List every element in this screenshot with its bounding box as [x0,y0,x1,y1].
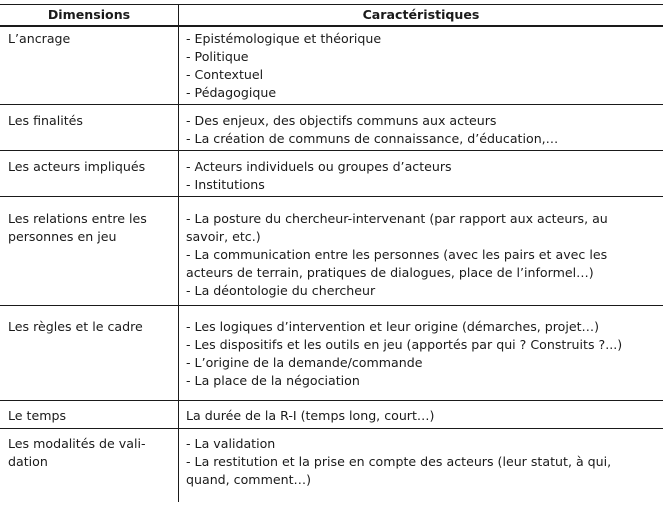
row-divider [0,400,663,401]
table-row-dimension: Les acteurs impliqués [8,159,146,174]
row-divider [0,104,663,105]
table-row-characteristics: - Acteurs individuels ou groupes d’acteurs - Institutions [186,159,452,192]
table-row-characteristics: - La validation - La restitution et la prise en compte des acteurs (leur statut, à qui, quand, comment…) [186,436,612,487]
table-row-dimension: Le temps [8,408,67,423]
header-characteristics: Caractéristiques [362,7,480,22]
header-bottom-border [0,25,663,27]
table-row-dimension: Les règles et le cadre [8,319,143,334]
header-dimensions: Dimensions [47,7,131,22]
row-divider [0,428,663,429]
table-row-characteristics: - Des enjeux, des objectifs communs aux acteurs - La création de communs de connaissance, d’éducation,… [186,113,559,146]
table-row-dimension: Les modalités de vali- dation [8,436,146,469]
table-row-characteristics: La durée de la R-I (temps long, court…) [186,408,435,423]
table-row-dimension: Les finalités [8,113,83,128]
row-divider [0,305,663,306]
column-divider [178,4,179,502]
table-row-characteristics: - Epistémologique et théorique - Politique - Contextuel - Pédagogique [186,31,382,100]
row-divider [0,150,663,151]
table-row-characteristics: - Les logiques d’intervention et leur origine (démarches, projet…) - Les dispositifs et les outils en jeu (apportés par qui ? Construits ?...) - L’origine de la demande/commande - La place de la négociation [186,319,623,388]
table-top-border [0,4,663,5]
row-divider [0,196,663,197]
table-row-dimension: L’ancrage [8,31,71,46]
table-row-dimension: Les relations entre les personnes en jeu [8,211,147,244]
table-row-characteristics: - La posture du chercheur-intervenant (par rapport aux acteurs, au savoir, etc.) - La communication entre les personnes (avec les pairs et avec les acteurs de terrain, pratiques de dialogues, place de l’informel…) - La déontologie du chercheur [186,211,608,298]
